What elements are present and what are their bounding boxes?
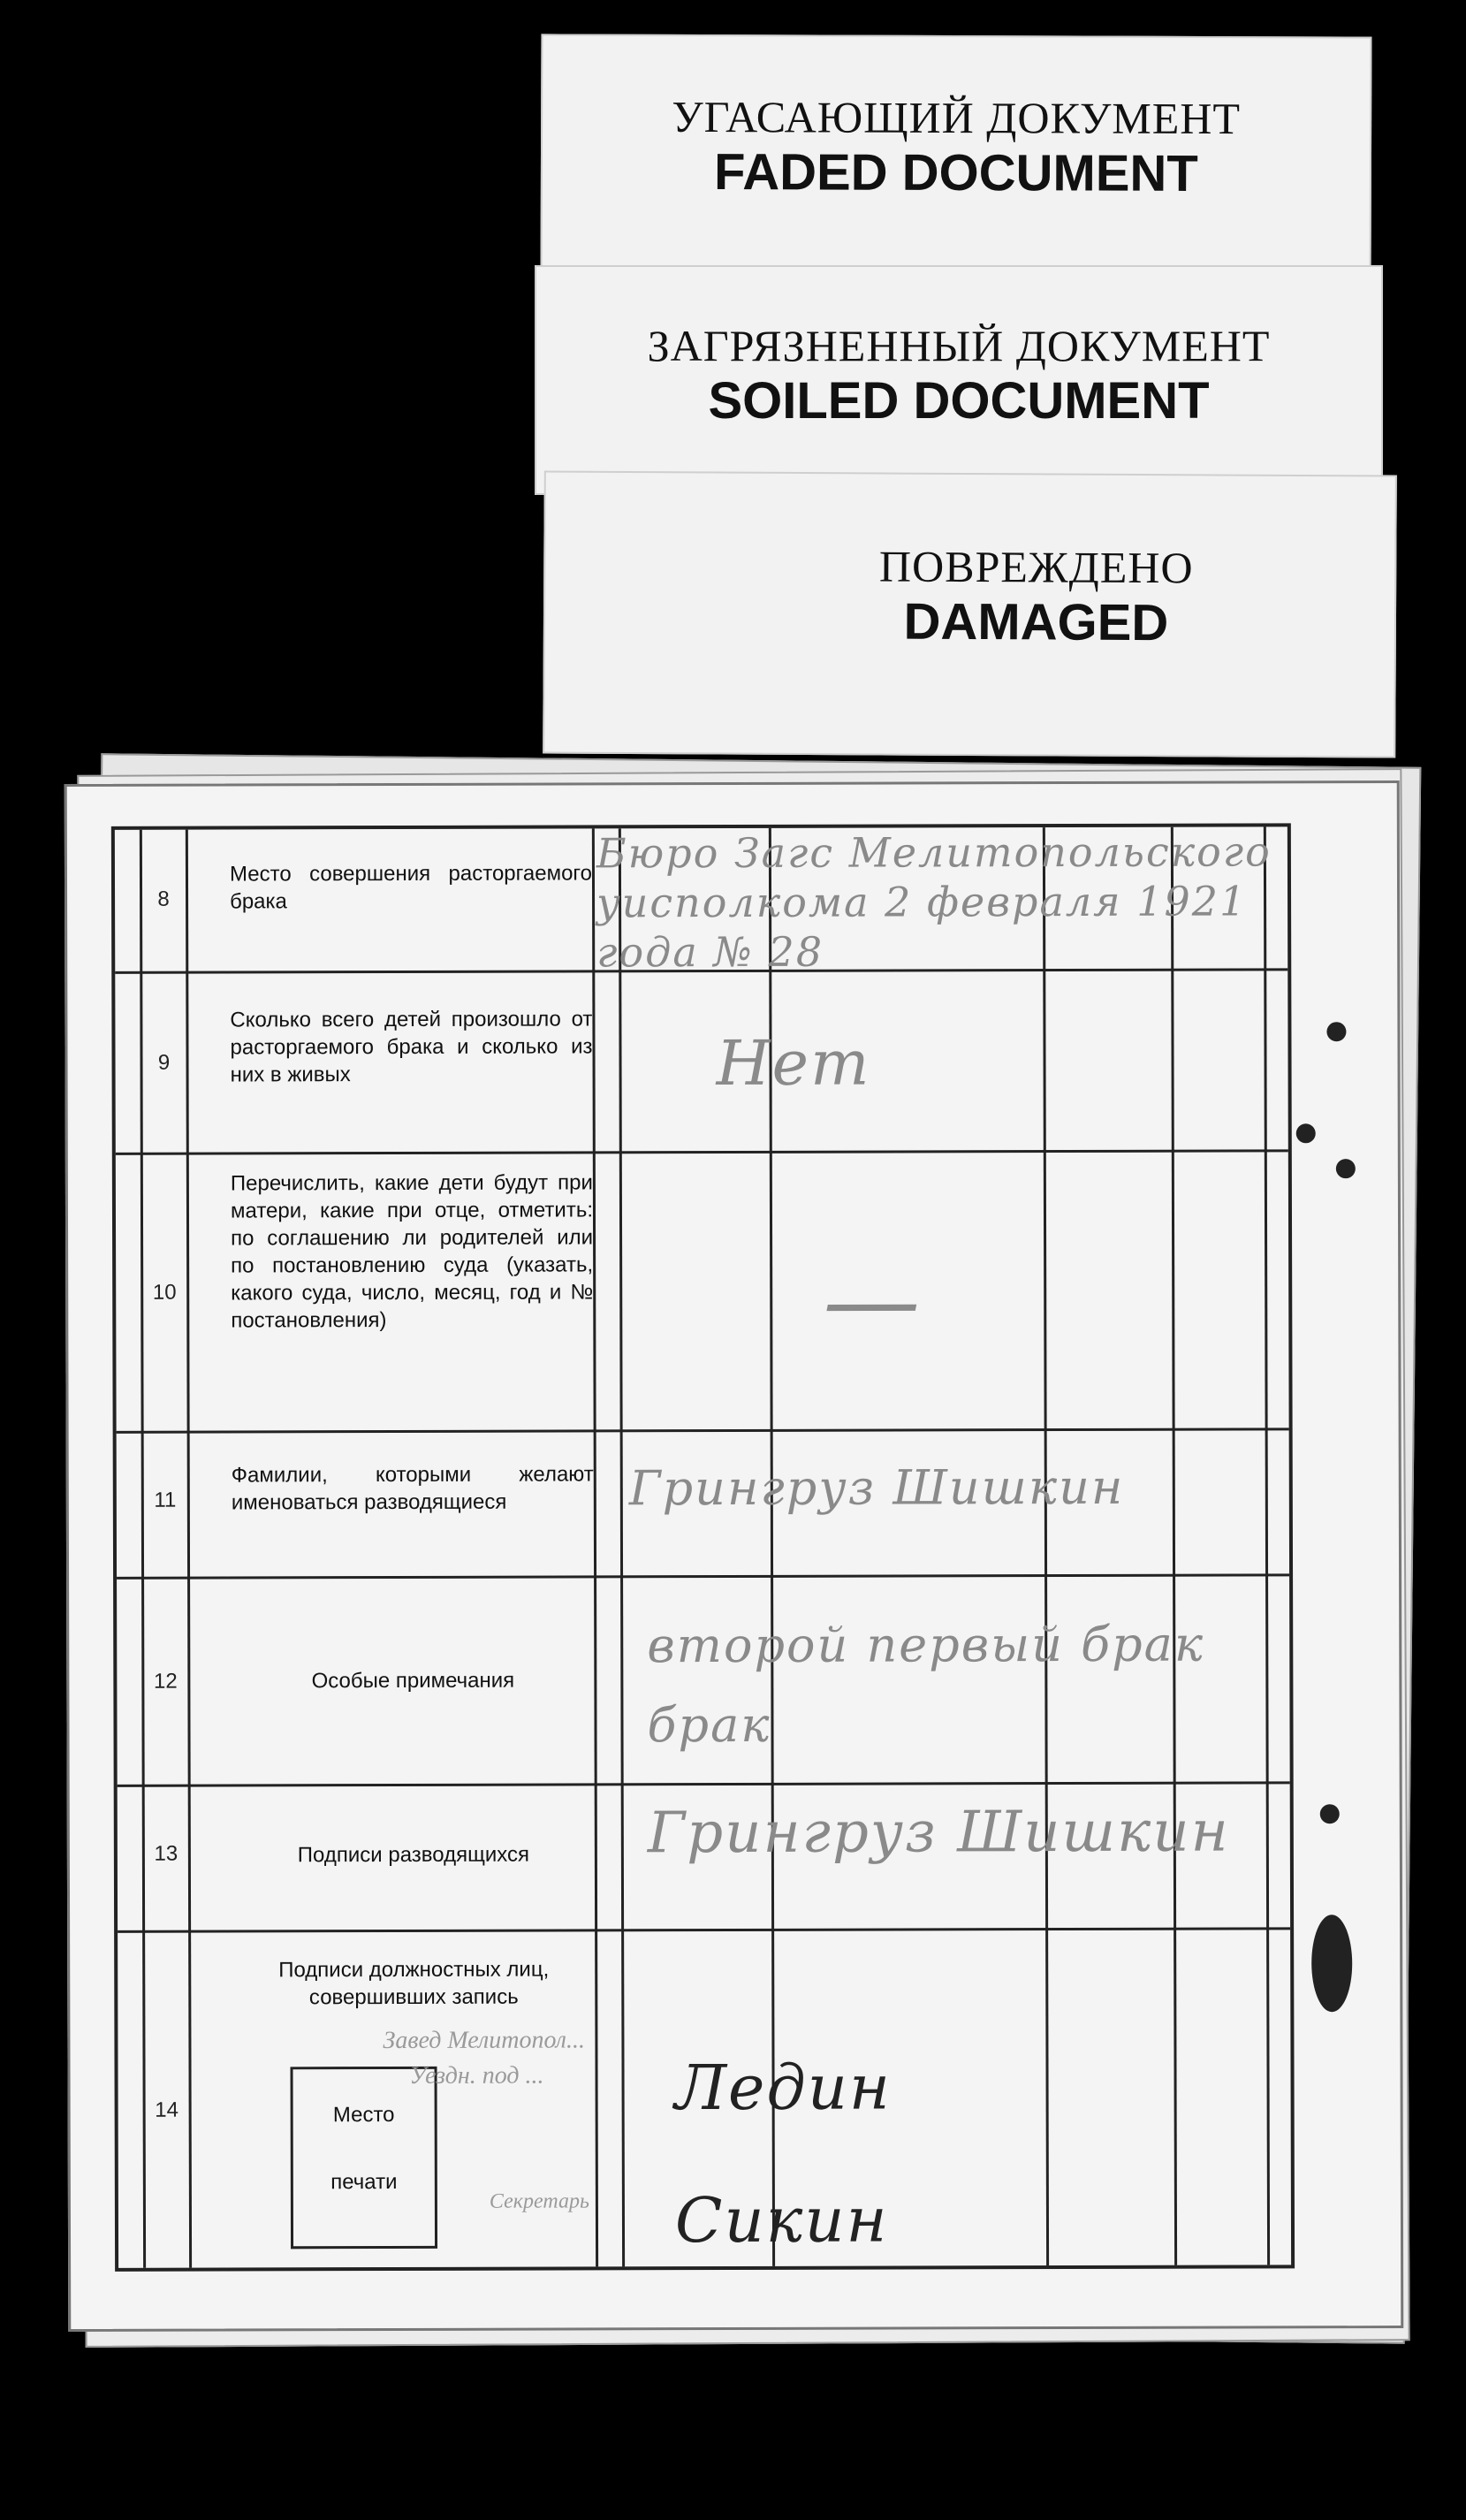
binding-hole <box>1311 1915 1352 2012</box>
row-8-entry: Бюро Загс Мелитопольского уисполкома 2 февраля 1921 года № 28 <box>596 827 1272 977</box>
seal-line-2: печати <box>330 2170 398 2195</box>
form-hline <box>118 1781 1290 1786</box>
row-9-label: Сколько всего детей произошло от расторгаемого брака и сколько из них в живых <box>230 1007 593 1087</box>
form-hline <box>117 1427 1289 1433</box>
row-12-entry: второй первый брак брак <box>647 1616 1205 1754</box>
row-9-entry: Нет <box>716 1026 871 1100</box>
divorce-record-form <box>111 823 1295 2271</box>
row-11-label: Фамилии, которыми желают именоваться разводящиеся <box>231 1462 594 1515</box>
soiled-document-ru: ЗАГРЯЗНЕННЫЙ ДОКУМЕНТ <box>647 321 1271 370</box>
damaged-ru: ПОВРЕЖДЕНО <box>878 541 1194 593</box>
binding-hole <box>1320 1804 1340 1823</box>
row-number: 9 <box>157 1050 171 1075</box>
seal-line-1: Место <box>332 2103 395 2128</box>
binding-hole <box>1296 1123 1316 1143</box>
binding-hole <box>1326 1022 1346 1041</box>
soiled-document-slip <box>535 265 1383 495</box>
faint-stamp-line-2: Уездн. под ... <box>409 2061 544 2090</box>
row-13-label: Подписи разводящихся <box>297 1842 529 1868</box>
row-14-label: Подписи должностных лиц, совершивших запись <box>278 1957 550 2010</box>
form-page <box>65 780 1404 2332</box>
form-vline <box>140 830 146 2268</box>
seal-place-box <box>291 2067 438 2249</box>
faded-document-ru: УГАСАЮЩИЙ ДОКУМЕНТ <box>672 91 1242 144</box>
faint-stamp-line-1: Завед Мелитопол... <box>383 2026 585 2055</box>
row-11-entry: Грингруз Шишкин <box>628 1458 1125 1517</box>
form-vline <box>619 828 625 2266</box>
damaged-slip <box>543 470 1397 758</box>
damaged-en: DAMAGED <box>903 592 1169 652</box>
row-13-entry: Грингруз Шишкин <box>647 1799 1230 1867</box>
faded-document-slip <box>541 34 1372 275</box>
row-number: 11 <box>154 1488 177 1512</box>
row-number: 8 <box>157 887 170 911</box>
form-vline <box>1043 827 1049 2265</box>
row-14-signatures: Ледин Сикин <box>674 2051 893 2257</box>
form-hline <box>118 1927 1290 1932</box>
form-vline <box>186 830 192 2268</box>
row-number: 13 <box>154 1841 179 1866</box>
row-12-label: Особые примечания <box>311 1668 515 1694</box>
form-vline <box>592 828 598 2266</box>
soiled-document-en: SOILED DOCUMENT <box>708 372 1210 430</box>
row-8-label: Место совершения расторгаемого брака <box>229 861 593 914</box>
row-10-entry: — <box>823 1243 923 1357</box>
row-number: 10 <box>152 1280 177 1305</box>
faint-stamp-line-3: Секретарь <box>489 2189 589 2213</box>
binding-hole <box>1336 1159 1356 1178</box>
form-vline <box>1264 826 1270 2265</box>
row-number: 12 <box>153 1669 178 1694</box>
row-number: 14 <box>155 2097 179 2122</box>
form-vline <box>1171 827 1177 2265</box>
faded-document-en: FADED DOCUMENT <box>713 143 1198 202</box>
form-hline <box>117 1573 1289 1579</box>
row-10-label: Перечислить, какие дети будут при матери, какие при отце, отметить: по соглашению ли родителей или по постановлению суда (указать, какого суда, число, месяц, год и № постановления) <box>230 1170 594 1333</box>
form-hline <box>116 1149 1288 1154</box>
